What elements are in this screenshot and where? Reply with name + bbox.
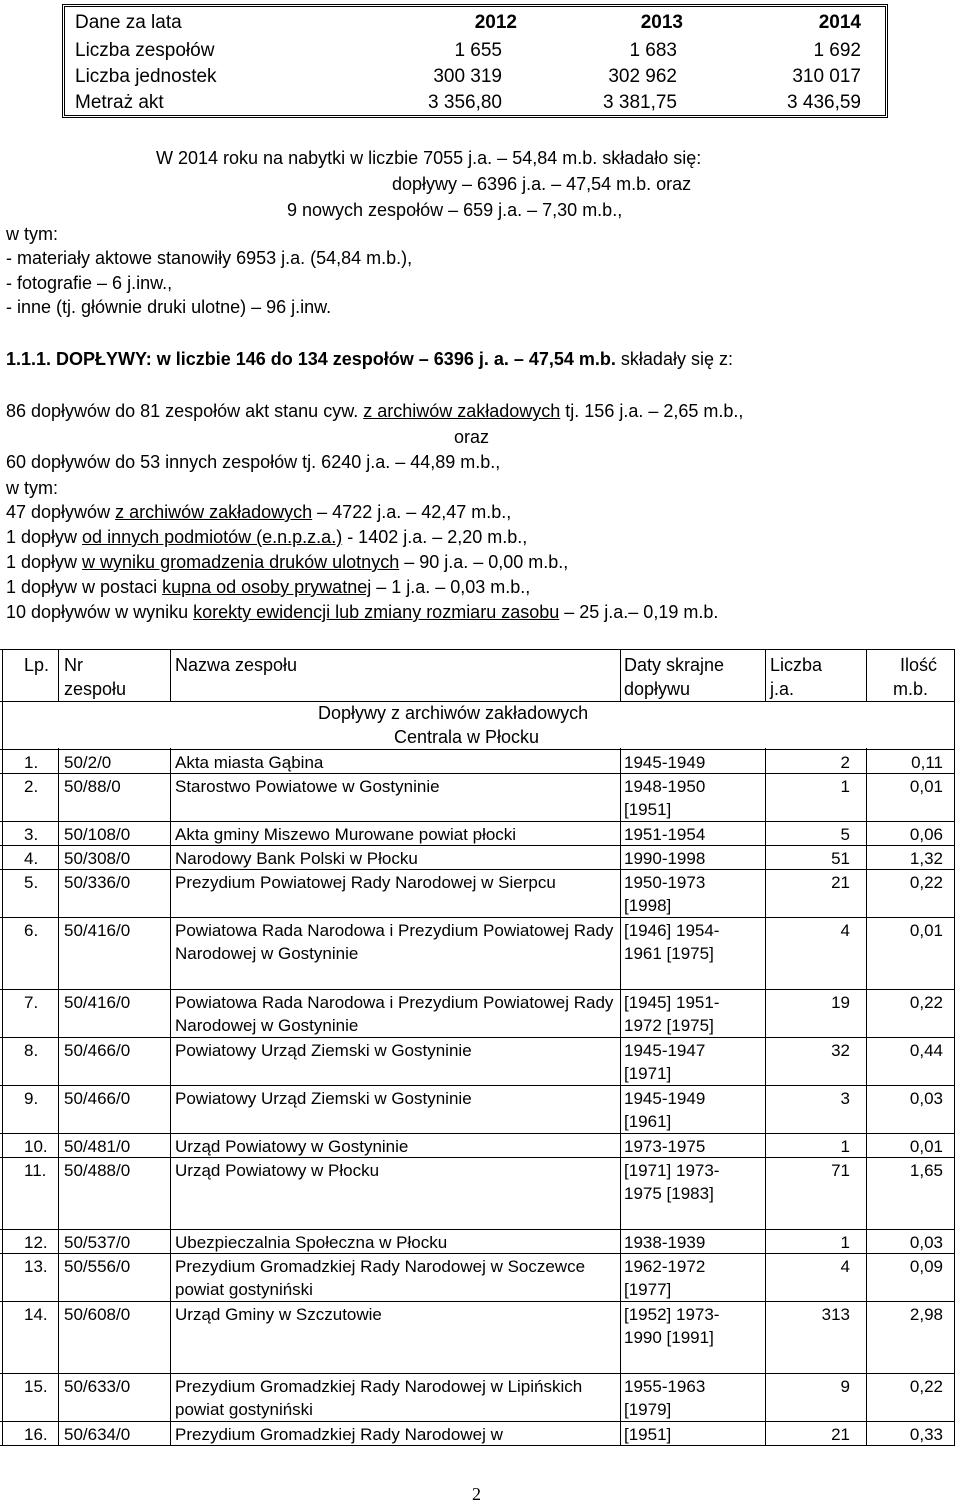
row-lp: 10. bbox=[24, 1137, 48, 1156]
row-nr: 50/481/0 bbox=[64, 1137, 131, 1156]
row-count: 71 bbox=[831, 1161, 850, 1180]
row-lp: 5. bbox=[24, 873, 39, 892]
text: – 4722 j.a. – 42,47 m.b., bbox=[312, 502, 512, 522]
row-count: 3 bbox=[840, 1089, 850, 1108]
row-qty: 0,03 bbox=[909, 1089, 943, 1108]
row-divider bbox=[0, 649, 955, 650]
underlined-text: w wyniku gromadzenia druków ulotnych bbox=[82, 552, 400, 572]
col-header-nr: zespołu bbox=[64, 679, 127, 699]
row-nr: 50/466/0 bbox=[64, 1041, 131, 1060]
row-qty: 0,33 bbox=[909, 1425, 943, 1444]
text: 1 dopływ w postaci bbox=[6, 577, 163, 597]
row-nr: 50/608/0 bbox=[64, 1305, 131, 1324]
row-name: Powiatowy Urząd Ziemski w Gostyninie bbox=[175, 1089, 472, 1108]
row-name: Prezydium Gromadzkiej Rady Narodowej w Soczewce powiat gostyniński bbox=[175, 1257, 586, 1299]
row-name: Urząd Powiatowy w Gostyninie bbox=[175, 1137, 409, 1156]
col-header-dates: dopływu bbox=[624, 679, 691, 699]
row-qty: 0,03 bbox=[909, 1233, 943, 1252]
row-lp: 9. bbox=[24, 1089, 39, 1108]
row-divider bbox=[0, 749, 955, 750]
row-nr: 50/466/0 bbox=[64, 1089, 131, 1108]
summary-row bbox=[65, 37, 885, 64]
intro-line: - inne (tj. głównie druki ulotne) – 96 j.inw. bbox=[6, 297, 332, 317]
row-divider bbox=[0, 989, 955, 990]
row-name: Akta miasta Gąbina bbox=[175, 753, 324, 772]
row-divider bbox=[0, 1085, 955, 1086]
row-lp: 1. bbox=[24, 753, 39, 772]
row-divider bbox=[0, 773, 955, 774]
row-count: 21 bbox=[831, 873, 850, 892]
row-qty: 0,09 bbox=[909, 1257, 943, 1276]
row-nr: 50/633/0 bbox=[64, 1377, 131, 1396]
row-dates: 1945-1949 bbox=[624, 753, 706, 772]
text: 47 dopływów bbox=[6, 502, 116, 522]
row-lp: 3. bbox=[24, 825, 39, 844]
row-divider bbox=[0, 1037, 955, 1038]
row-dates: 1973-1975 bbox=[624, 1137, 706, 1156]
summary-header-label: Dane za lata bbox=[75, 12, 182, 33]
row-name: Ubezpieczalnia Społeczna w Płocku bbox=[175, 1233, 448, 1252]
row-count: 32 bbox=[831, 1041, 850, 1060]
row-nr: 50/88/0 bbox=[64, 777, 121, 796]
row-lp: 14. bbox=[24, 1305, 48, 1324]
row-count: 1 bbox=[840, 1233, 850, 1252]
row-name: Prezydium Gromadzkiej Rady Narodowej w bbox=[175, 1425, 503, 1444]
summary-cell: 3 381,75 bbox=[603, 92, 677, 113]
row-lp: 4. bbox=[24, 849, 39, 868]
summary-header-year: 2013 bbox=[640, 12, 683, 33]
section-heading-tail: składały się z: bbox=[615, 349, 733, 369]
row-count: 9 bbox=[840, 1377, 850, 1396]
text: – 90 j.a. – 0,00 m.b., bbox=[399, 552, 569, 572]
summary-cell: 300 319 bbox=[433, 66, 502, 87]
row-count: 5 bbox=[840, 825, 850, 844]
col-header-nr: Nr bbox=[64, 655, 83, 675]
row-count: 313 bbox=[821, 1305, 850, 1324]
row-nr: 50/556/0 bbox=[64, 1257, 131, 1276]
paragraph-line: oraz bbox=[454, 427, 490, 447]
col-header-qty: m.b. bbox=[893, 679, 929, 699]
row-nr: 50/634/0 bbox=[64, 1425, 131, 1444]
row-name: Narodowy Bank Polski w Płocku bbox=[175, 849, 418, 868]
row-divider bbox=[0, 1421, 955, 1422]
row-dates: 1962-1972 [1977] bbox=[624, 1257, 706, 1299]
row-qty: 0,11 bbox=[911, 753, 943, 772]
row-dates: [1952] 1973-1990 [1991] bbox=[624, 1305, 720, 1347]
row-name: Powiatowa Rada Narodowa i Prezydium Powiatowej Rady Narodowej w Gostyninie bbox=[175, 993, 614, 1035]
row-divider bbox=[0, 845, 955, 846]
row-divider bbox=[0, 869, 955, 870]
summary-cell: 310 017 bbox=[792, 66, 861, 87]
row-count: 51 bbox=[831, 849, 850, 868]
underlined-text: od innych podmiotów (e.n.p.z.a.) bbox=[82, 527, 343, 547]
summary-table bbox=[62, 4, 888, 118]
row-name: Akta gminy Miszewo Murowane powiat płocki bbox=[175, 825, 517, 844]
row-divider bbox=[0, 1133, 955, 1134]
col-header-lp: Lp. bbox=[24, 655, 50, 675]
row-qty: 2,98 bbox=[909, 1305, 943, 1324]
row-dates: 1951-1954 bbox=[624, 825, 706, 844]
row-qty: 1,65 bbox=[909, 1161, 943, 1180]
row-dates: 1945-1947 [1971] bbox=[624, 1041, 706, 1083]
summary-row bbox=[65, 89, 885, 116]
summary-header-row bbox=[65, 9, 885, 36]
underlined-text: z archiwów zakładowych bbox=[115, 502, 313, 522]
paragraph-line bbox=[6, 502, 511, 523]
summary-header-year: 2012 bbox=[474, 12, 517, 33]
row-count: 19 bbox=[831, 993, 850, 1012]
row-nr: 50/108/0 bbox=[64, 825, 131, 844]
row-dates: 1948-1950 [1951] bbox=[624, 777, 706, 819]
paragraph-line bbox=[6, 527, 527, 548]
page-number: 2 bbox=[472, 1484, 481, 1504]
row-nr: 50/488/0 bbox=[64, 1161, 131, 1180]
underlined-text: z archiwów zakładowych bbox=[363, 401, 561, 421]
column-divider bbox=[170, 649, 171, 1445]
row-qty: 0,22 bbox=[909, 1377, 943, 1396]
row-dates: [1951] bbox=[624, 1425, 672, 1444]
row-nr: 50/2/0 bbox=[64, 753, 112, 772]
row-dates: 1938-1939 bbox=[624, 1233, 706, 1252]
row-qty: 0,22 bbox=[909, 993, 943, 1012]
row-lp: 11. bbox=[24, 1161, 47, 1180]
column-divider bbox=[620, 649, 621, 1445]
col-header-count: j.a. bbox=[770, 679, 795, 699]
group-header: Centrala w Płocku bbox=[394, 727, 540, 747]
row-lp: 2. bbox=[24, 777, 39, 796]
row-lp: 7. bbox=[24, 993, 39, 1012]
row-divider bbox=[0, 917, 955, 918]
column-divider bbox=[2, 649, 3, 1445]
paragraph-line bbox=[6, 602, 718, 623]
row-qty: 0,44 bbox=[909, 1041, 943, 1060]
row-nr: 50/537/0 bbox=[64, 1233, 131, 1252]
row-count: 2 bbox=[840, 753, 850, 772]
summary-cell: 1 692 bbox=[813, 40, 861, 61]
text: – 1 j.a. – 0,03 m.b., bbox=[371, 577, 531, 597]
row-dates: 1945-1949 [1961] bbox=[624, 1089, 706, 1131]
row-qty: 0,01 bbox=[909, 1137, 943, 1156]
row-nr: 50/416/0 bbox=[64, 993, 131, 1012]
row-dates: [1946] 1954-1961 [1975] bbox=[624, 921, 720, 963]
row-qty: 0,22 bbox=[909, 873, 943, 892]
text: 10 dopływów w wyniku bbox=[6, 602, 194, 622]
row-dates: [1945] 1951-1972 [1975] bbox=[624, 993, 720, 1035]
summary-cell: 1 655 bbox=[454, 40, 502, 61]
intro-line: dopływy – 6396 j.a. – 47,54 m.b. oraz bbox=[392, 174, 692, 194]
row-qty: 0,01 bbox=[909, 921, 943, 940]
row-lp: 8. bbox=[24, 1041, 39, 1060]
summary-row-label: Liczba zespołów bbox=[75, 40, 215, 61]
row-name: Prezydium Powiatowej Rady Narodowej w Sierpcu bbox=[175, 873, 556, 892]
intro-line: - materiały aktowe stanowiły 6953 j.a. (54,84 m.b.), bbox=[6, 248, 413, 268]
text: 1 dopływ bbox=[6, 552, 83, 572]
intro-line: - fotografie – 6 j.inw., bbox=[6, 273, 173, 293]
summary-row-label: Metraż akt bbox=[75, 92, 164, 113]
row-count: 4 bbox=[840, 921, 850, 940]
row-qty: 0,06 bbox=[909, 825, 943, 844]
paragraph-line bbox=[6, 401, 743, 422]
row-nr: 50/336/0 bbox=[64, 873, 131, 892]
text: 1 dopływ bbox=[6, 527, 83, 547]
intro-line: W 2014 roku na nabytki w liczbie 7055 j.a. – 54,84 m.b. składało się: bbox=[156, 148, 702, 168]
column-divider bbox=[58, 649, 59, 1445]
summary-cell: 1 683 bbox=[629, 40, 677, 61]
paragraph-line: w tym: bbox=[6, 478, 58, 498]
underlined-text: kupna od osoby prywatnej bbox=[162, 577, 372, 597]
row-dates: [1971] 1973-1975 [1983] bbox=[624, 1161, 720, 1203]
summary-cell: 3 436,59 bbox=[787, 92, 861, 113]
row-name: Prezydium Gromadzkiej Rady Narodowej w Lipińskich powiat gostyniński bbox=[175, 1377, 583, 1419]
row-divider bbox=[0, 1157, 955, 1158]
paragraph-line: 60 dopływów do 53 innych zespołów tj. 6240 j.a. – 44,89 m.b., bbox=[6, 452, 501, 472]
row-lp: 6. bbox=[24, 921, 39, 940]
row-dates: 1955-1963 [1979] bbox=[624, 1377, 706, 1419]
paragraph-line bbox=[6, 552, 568, 573]
intro-line: w tym: bbox=[6, 224, 58, 244]
underlined-text: korekty ewidencji lub zmiany rozmiaru zasobu bbox=[193, 602, 560, 622]
row-count: 1 bbox=[840, 1137, 850, 1156]
text: 86 dopływów do 81 zespołów akt stanu cyw. bbox=[6, 401, 364, 421]
row-qty: 1,32 bbox=[909, 849, 943, 868]
group-header: Dopływy z archiwów zakładowych bbox=[318, 703, 589, 723]
row-nr: 50/308/0 bbox=[64, 849, 131, 868]
summary-cell: 302 962 bbox=[608, 66, 677, 87]
summary-header-year: 2014 bbox=[818, 12, 861, 33]
col-header-count: Liczba bbox=[770, 655, 823, 675]
row-lp: 13. bbox=[24, 1257, 48, 1276]
row-divider bbox=[0, 1301, 955, 1302]
column-divider bbox=[954, 649, 955, 1445]
row-name: Powiatowy Urząd Ziemski w Gostyninie bbox=[175, 1041, 472, 1060]
row-qty: 0,01 bbox=[909, 777, 943, 796]
text: tj. 156 j.a. – 2,65 m.b., bbox=[560, 401, 744, 421]
row-lp: 12. bbox=[24, 1233, 48, 1252]
section-heading bbox=[6, 349, 733, 370]
row-count: 21 bbox=[831, 1425, 850, 1444]
text: - 1402 j.a. – 2,20 m.b., bbox=[342, 527, 528, 547]
summary-row bbox=[65, 63, 885, 90]
section-heading-bold: 1.1.1. DOPŁYWY: w liczbie 146 do 134 zespołów – 6396 j. a. – 47,54 m.b. bbox=[6, 349, 616, 369]
row-name: Powiatowa Rada Narodowa i Prezydium Powiatowej Rady Narodowej w Gostyninie bbox=[175, 921, 614, 963]
paragraph-line bbox=[6, 577, 530, 598]
row-lp: 16. bbox=[24, 1425, 48, 1444]
summary-cell: 3 356,80 bbox=[428, 92, 502, 113]
summary-row-label: Liczba jednostek bbox=[75, 66, 217, 87]
row-divider bbox=[0, 821, 955, 822]
row-dates: 1990-1998 bbox=[624, 849, 706, 868]
row-name: Starostwo Powiatowe w Gostyninie bbox=[175, 777, 440, 796]
row-divider bbox=[0, 1253, 955, 1254]
row-count: 1 bbox=[840, 777, 850, 796]
row-name: Urząd Powiatowy w Płocku bbox=[175, 1161, 380, 1180]
row-divider bbox=[0, 1229, 955, 1230]
row-dates: 1950-1973 [1998] bbox=[624, 873, 706, 915]
row-lp: 15. bbox=[24, 1377, 48, 1396]
col-header-name: Nazwa zespołu bbox=[175, 655, 298, 675]
column-divider bbox=[765, 649, 766, 1445]
row-divider bbox=[0, 1445, 955, 1446]
col-header-qty: Ilość bbox=[900, 655, 938, 675]
intro-line: 9 nowych zespołów – 659 j.a. – 7,30 m.b., bbox=[287, 200, 623, 220]
row-divider bbox=[0, 1373, 955, 1374]
column-divider bbox=[866, 649, 867, 1445]
col-header-dates: Daty skrajne bbox=[624, 655, 725, 675]
text: – 25 j.a.– 0,19 m.b. bbox=[559, 602, 719, 622]
row-nr: 50/416/0 bbox=[64, 921, 131, 940]
row-count: 4 bbox=[840, 1257, 850, 1276]
row-name: Urząd Gminy w Szczutowie bbox=[175, 1305, 382, 1324]
